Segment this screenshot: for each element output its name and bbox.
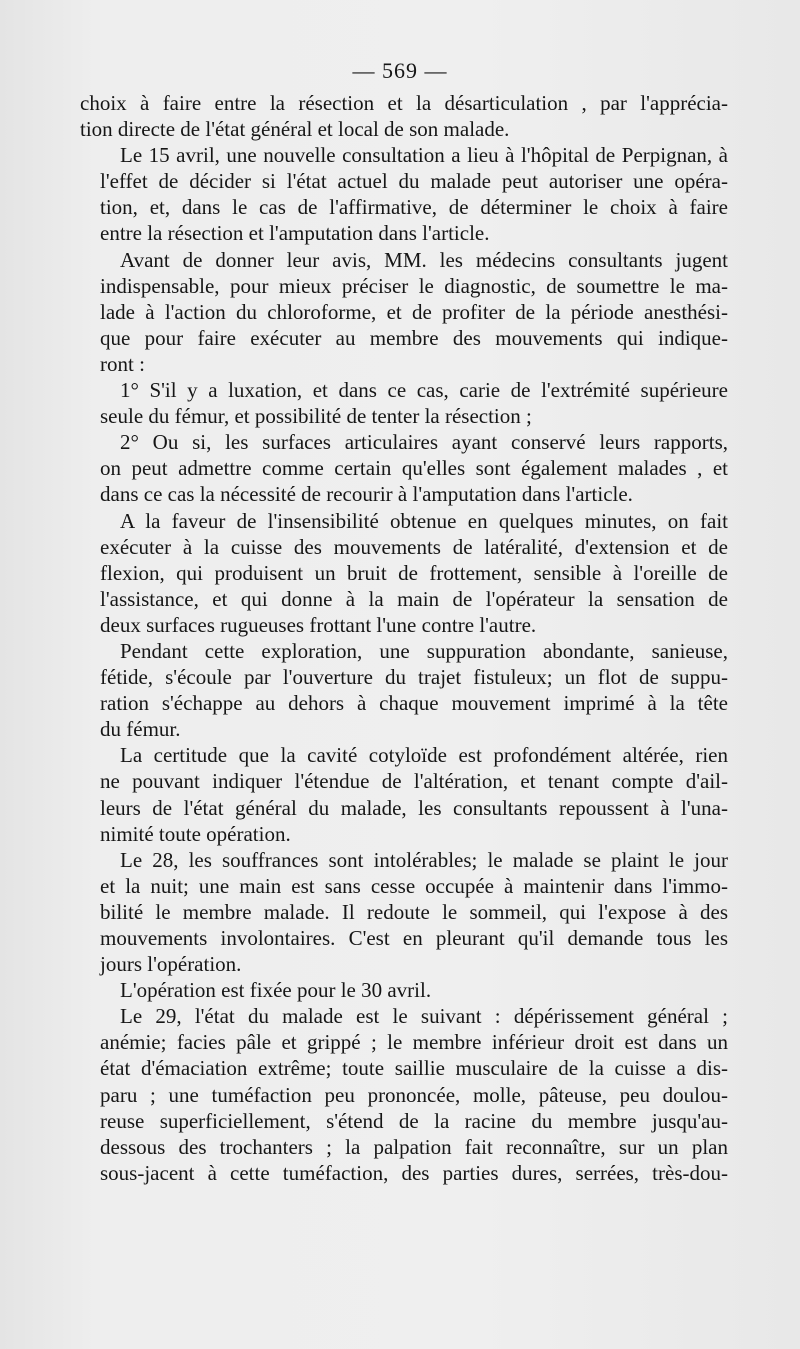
text-line: et la nuit; une main est sans cesse occupée à maintenir dans l'immo- — [100, 873, 728, 898]
text-line: flexion, qui produisent un bruit de frottement, sensible à l'oreille de — [100, 560, 728, 585]
text-line: indispensable, pour mieux préciser le diagnostic, de soumettre le ma- — [100, 273, 728, 298]
text-line: jours l'opération. — [100, 952, 242, 977]
text-line: l'effet de décider si l'état actuel du malade peut autoriser une opéra- — [100, 169, 728, 194]
text-line: l'assistance, et qui donne à la main de l'opérateur la sensation de — [100, 586, 728, 611]
text-line: 2° Ou si, les surfaces articulaires ayant conservé leurs rapports, — [120, 430, 728, 455]
text-line: on peut admettre comme certain qu'elles sont également malades , et — [100, 456, 728, 481]
text-line: du fémur. — [100, 717, 181, 742]
paragraph — [80, 638, 728, 742]
paragraph — [80, 429, 728, 507]
text-line: ne pouvant indiquer l'étendue de l'altération, et tenant compte d'ail- — [100, 769, 728, 794]
paragraph — [80, 142, 728, 246]
text-line: deux surfaces rugueuses frottant l'une contre l'autre. — [100, 612, 537, 637]
paragraph — [80, 847, 728, 977]
paragraph — [80, 977, 728, 1003]
text-line: fétide, s'écoule par l'ouverture du trajet fistuleux; un flot de suppu- — [100, 665, 728, 690]
paragraph — [80, 247, 728, 377]
text-line: exécuter à la cuisse des mouvements de latéralité, d'extension et de — [100, 534, 728, 559]
text-line: état d'émaciation extrême; toute saillie musculaire de la cuisse a dis- — [100, 1056, 728, 1081]
text-line: que pour faire exécuter au membre des mouvements qui indique- — [100, 325, 728, 350]
text-line: ration s'échappe au dehors à chaque mouvement imprimé à la tête — [100, 691, 728, 716]
text-line: anémie; facies pâle et grippé ; le membre inférieur droit est dans un — [100, 1030, 728, 1055]
paragraph — [80, 377, 728, 429]
text-line: choix à faire entre la résection et la désarticulation , par l'apprécia- — [80, 91, 728, 115]
body-text — [80, 90, 728, 1186]
paragraph — [80, 90, 728, 142]
paragraph — [80, 508, 728, 638]
paragraph — [80, 742, 728, 846]
text-line: bilité le membre malade. Il redoute le sommeil, qui l'expose à des — [100, 899, 728, 924]
text-line: leurs de l'état général du malade, les consultants repoussent à l'una- — [100, 795, 728, 820]
text-line: ront : — [100, 351, 145, 376]
text-line: La certitude que la cavité cotyloïde est profondément altérée, rien — [120, 743, 728, 768]
text-line: tion, et, dans le cas de l'affirmative, de déterminer le choix à faire — [100, 195, 728, 220]
text-line: paru ; une tuméfaction peu prononcée, molle, pâteuse, peu doulou- — [100, 1082, 728, 1107]
text-line: entre la résection et l'amputation dans l'article. — [100, 221, 490, 246]
paragraph — [80, 1003, 728, 1186]
text-line: nimité toute opération. — [100, 821, 291, 846]
text-line: tion directe de l'état général et local de son malade. — [80, 117, 510, 142]
text-line: A la faveur de l'insensibilité obtenue en quelques minutes, on fait — [120, 508, 728, 533]
text-line: Le 15 avril, une nouvelle consultation a lieu à l'hôpital de Perpignan, à — [120, 143, 728, 168]
text-line: dessous des trochanters ; la palpation fait reconnaître, sur un plan — [100, 1134, 728, 1159]
text-line: Le 28, les souffrances sont intolérables; le malade se plaint le jour — [120, 847, 728, 872]
text-line: sous-jacent à cette tuméfaction, des parties dures, serrées, très-dou- — [100, 1160, 728, 1185]
text-line: mouvements involontaires. C'est en pleurant qu'il demande tous les — [100, 926, 728, 950]
text-line: Le 29, l'état du malade est le suivant : dépérissement général ; — [120, 1004, 728, 1029]
text-line: seule du fémur, et possibilité de tenter la résection ; — [100, 404, 532, 429]
text-line: dans ce cas la nécessité de recourir à l'amputation dans l'article. — [100, 482, 633, 507]
text-line: Avant de donner leur avis, MM. les médecins consultants jugent — [120, 247, 728, 272]
text-line: 1° S'il y a luxation, et dans ce cas, carie de l'extrémité supérieure — [120, 378, 728, 403]
text-line: reuse superficiellement, s'étend de la racine du membre jusqu'au- — [100, 1108, 728, 1133]
text-line: L'opération est fixée pour le 30 avril. — [120, 978, 432, 1003]
page-number: — 569 — — [352, 58, 448, 83]
text-line: lade à l'action du chloroforme, et de profiter de la période anesthési- — [100, 299, 728, 324]
text-line: Pendant cette exploration, une suppuration abondante, sanieuse, — [120, 638, 728, 663]
